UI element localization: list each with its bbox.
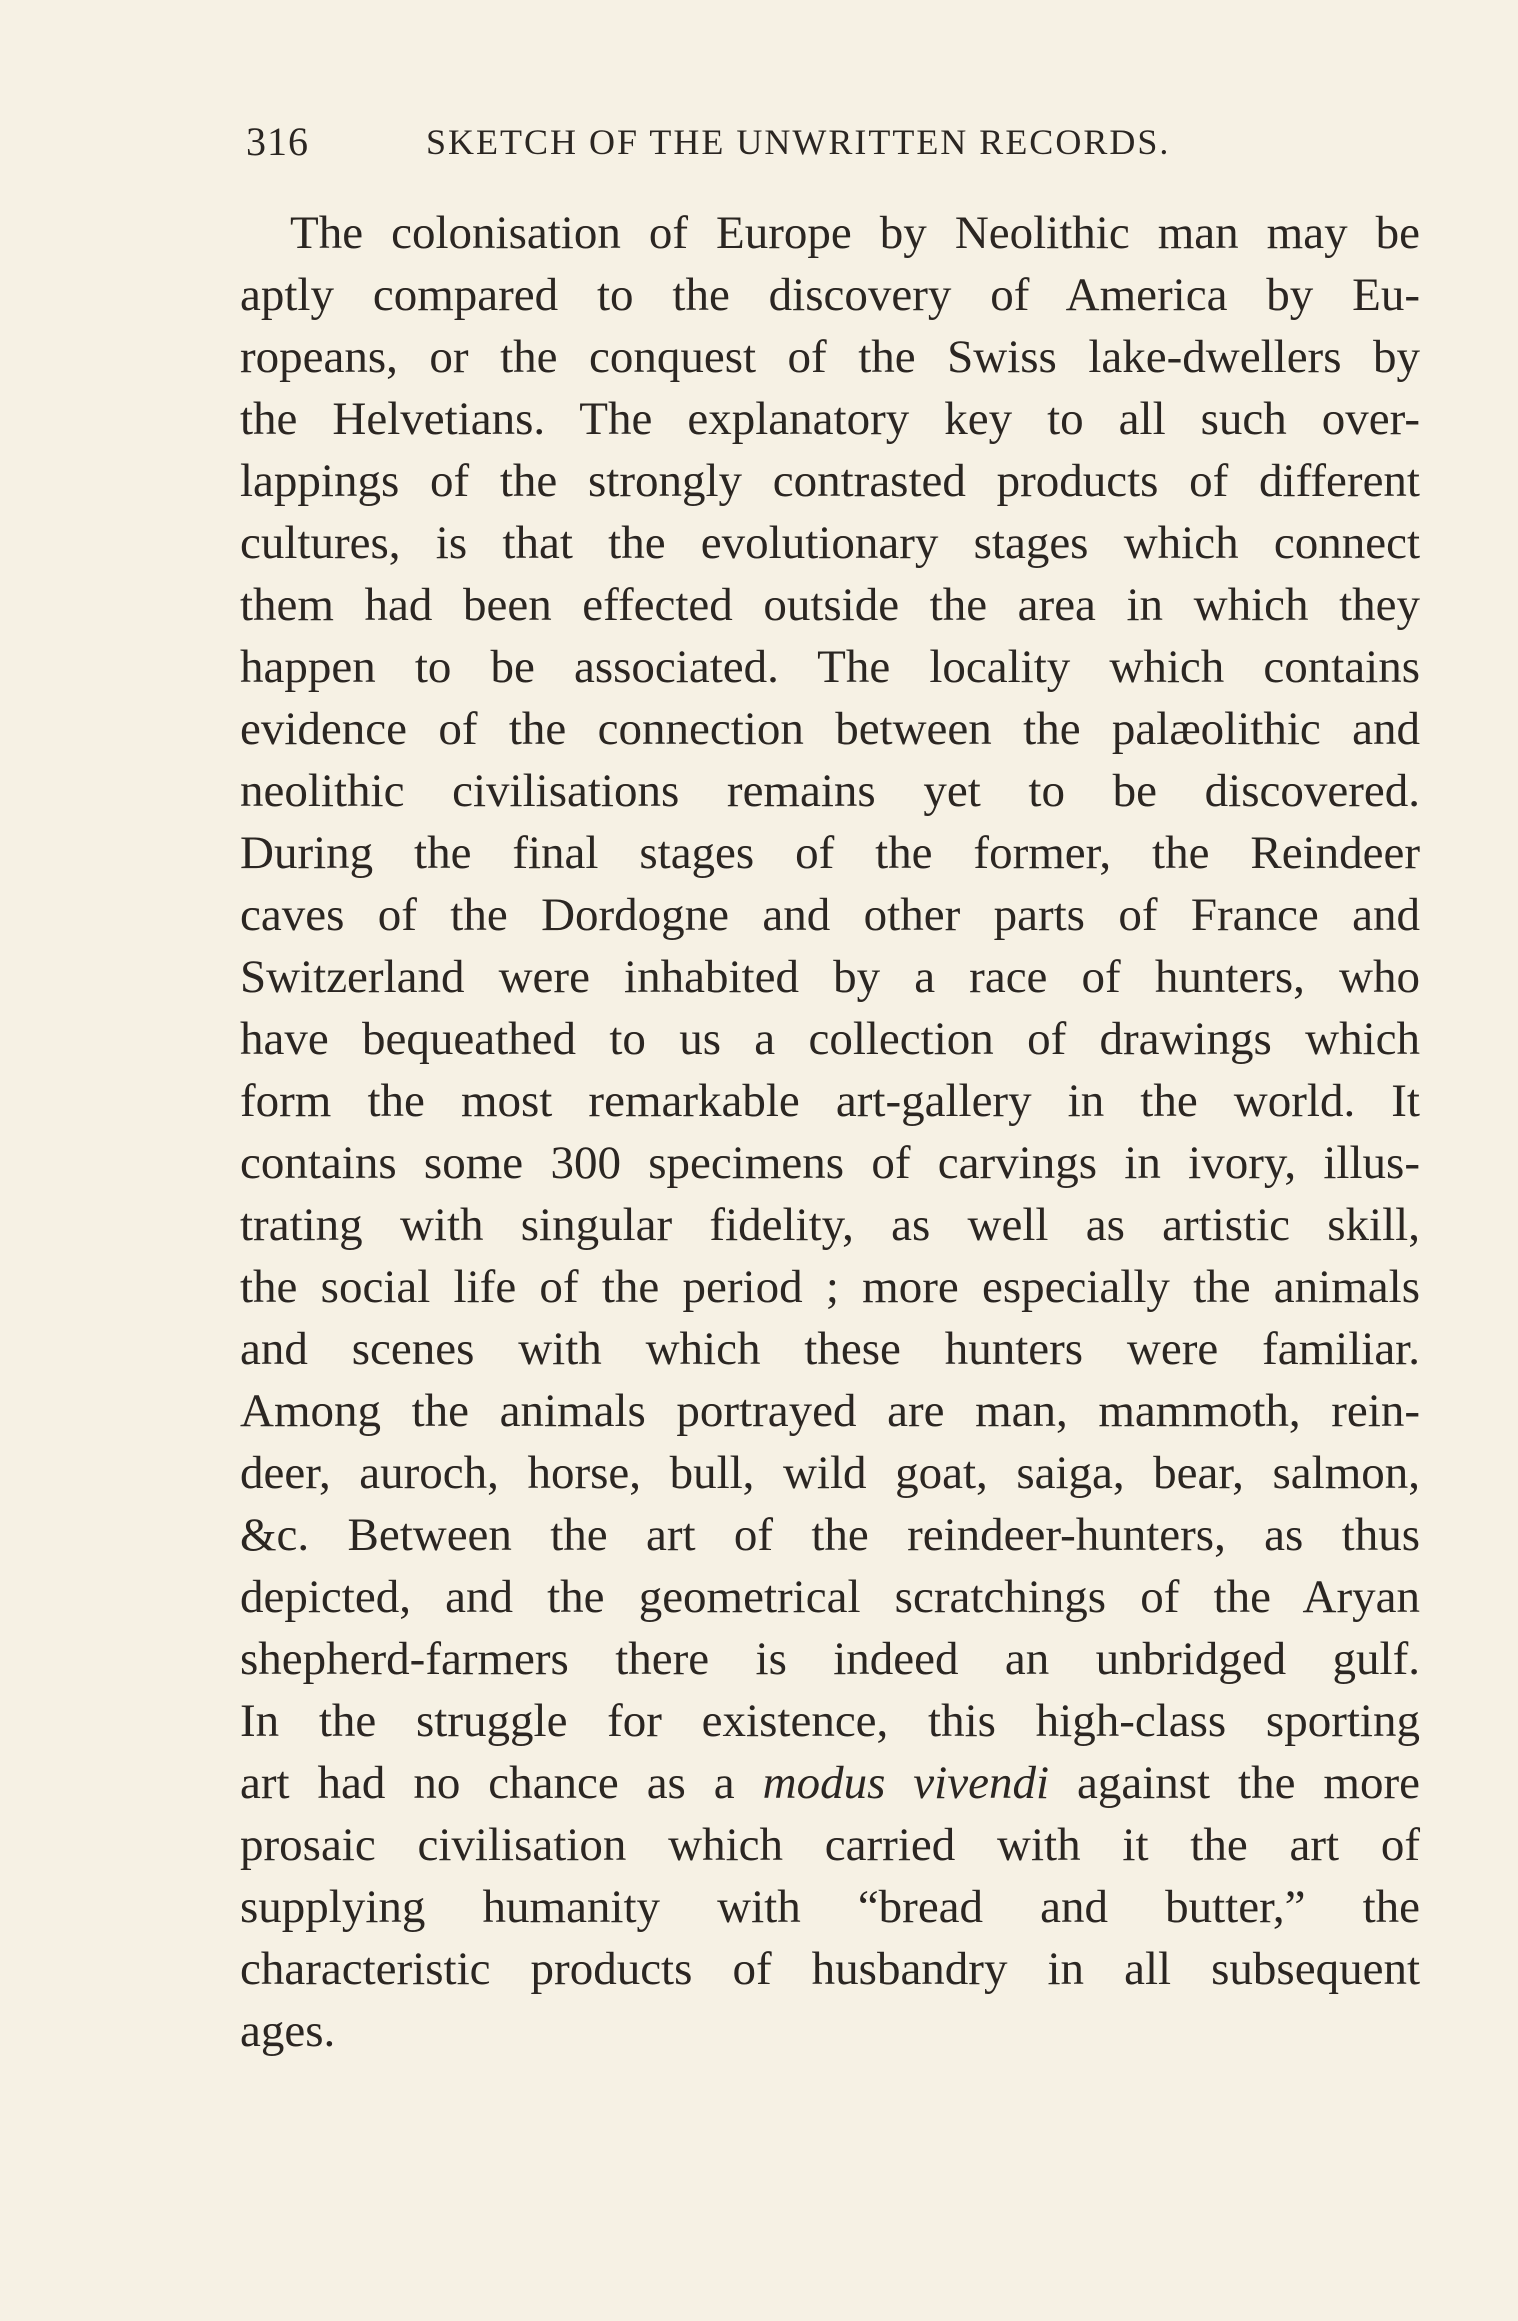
text-line: supplying humanity with “bread and butter,” the — [240, 1881, 1420, 1933]
text-segment: art had no chance as a — [240, 1757, 763, 1809]
body-paragraph — [240, 202, 1420, 2062]
page-number: 316 — [246, 119, 309, 164]
text-line: them had been effected outside the area in which they — [240, 579, 1420, 631]
text-line: contains some 300 specimens of carvings in ivory, illus- — [240, 1137, 1420, 1189]
text-line: shepherd-farmers there is indeed an unbridged gulf. — [240, 1633, 1420, 1685]
text-line: lappings of the strongly contrasted products of different — [240, 455, 1420, 507]
text-line: The colonisation of Europe by Neolithic man may be — [290, 207, 1420, 259]
text-line: ropeans, or the conquest of the Swiss lake-dwellers by — [240, 331, 1420, 383]
running-head — [246, 112, 1246, 172]
text-line: neolithic civilisations remains yet to be discovered. — [240, 765, 1420, 817]
text-line: the social life of the period ; more especially the animals — [240, 1261, 1420, 1313]
text-line: form the most remarkable art-gallery in the world. It — [240, 1075, 1420, 1127]
text-line: evidence of the connection between the palæolithic and — [240, 703, 1420, 755]
text-line: Switzerland were inhabited by a race of hunters, who — [240, 951, 1420, 1003]
text-line: &c. Between the art of the reindeer-hunters, as thus — [240, 1509, 1420, 1561]
text-line: Among the animals portrayed are man, mammoth, rein- — [240, 1385, 1420, 1437]
italic-phrase-modus-vivendi: modus vivendi — [762, 1757, 1050, 1809]
text-line: caves of the Dordogne and other parts of France and — [240, 889, 1420, 941]
text-line: deer, auroch, horse, bull, wild goat, saiga, bear, salmon, — [240, 1447, 1420, 1499]
text-line: the Helvetians. The explanatory key to all such over- — [240, 393, 1420, 445]
text-line: In the struggle for existence, this high-class sporting — [240, 1695, 1420, 1747]
running-head-title: SKETCH OF THE UNWRITTEN RECORDS. — [426, 122, 1171, 162]
text-line: characteristic products of husbandry in all subsequent — [240, 1943, 1420, 1995]
text-line: happen to be associated. The locality which contains — [240, 641, 1420, 693]
text-line-with-italic — [240, 1752, 1420, 1814]
text-segment: against the more — [1049, 1757, 1420, 1809]
text-line: cultures, is that the evolutionary stages which connect — [240, 517, 1420, 569]
text-line: During the final stages of the former, the Reindeer — [240, 827, 1420, 879]
text-line: trating with singular fidelity, as well as artistic skill, — [240, 1199, 1420, 1251]
text-line: aptly compared to the discovery of America by Eu- — [240, 269, 1420, 321]
text-line: have bequeathed to us a collection of drawings which — [240, 1013, 1420, 1065]
text-line: and scenes with which these hunters were familiar. — [240, 1323, 1420, 1375]
text-line: depicted, and the geometrical scratchings of the Aryan — [240, 1571, 1420, 1623]
text-line: prosaic civilisation which carried with it the art of — [240, 1819, 1420, 1871]
text-line-final: ages. — [240, 2005, 336, 2057]
